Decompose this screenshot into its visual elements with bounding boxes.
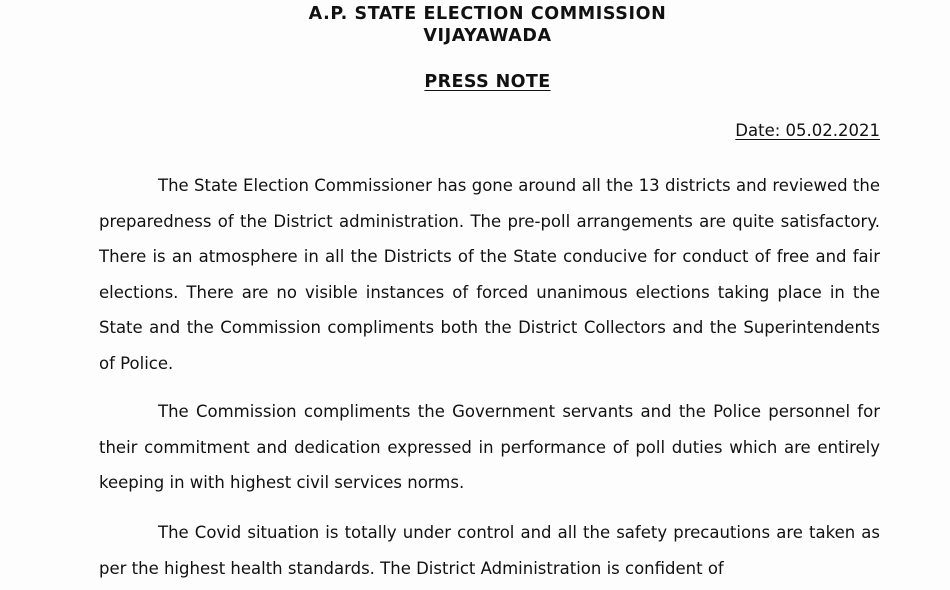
paragraph-3: The Covid situation is totally under control and all the safety precautions are taken as per the highest health standards. The District Administration is confident of bbox=[99, 523, 880, 578]
document-title: PRESS NOTE bbox=[424, 72, 551, 92]
document-date: Date: 05.02.2021 bbox=[735, 121, 880, 140]
paragraph-2: The Commission compliments the Government servants and the Police personnel for their commitment and dedication expressed in performance of poll duties which are entirely keeping in with highest civil services norms. bbox=[99, 402, 880, 492]
organization-name: A.P. STATE ELECTION COMMISSION bbox=[308, 4, 667, 24]
organization-city: VIJAYAWADA bbox=[423, 26, 552, 46]
paragraph-1: The State Election Commissioner has gone around all the 13 districts and reviewed the preparedness of the District administration. The pre-poll arrangements are quite satisfactory. There is an atmosphere in all the Districts of the State conducive for conduct of free and fair elections. There are no visible instances of forced unanimous elections taking place in the State and the Commission compliments both the District Collectors and the Superintendents of Police. bbox=[99, 176, 880, 373]
